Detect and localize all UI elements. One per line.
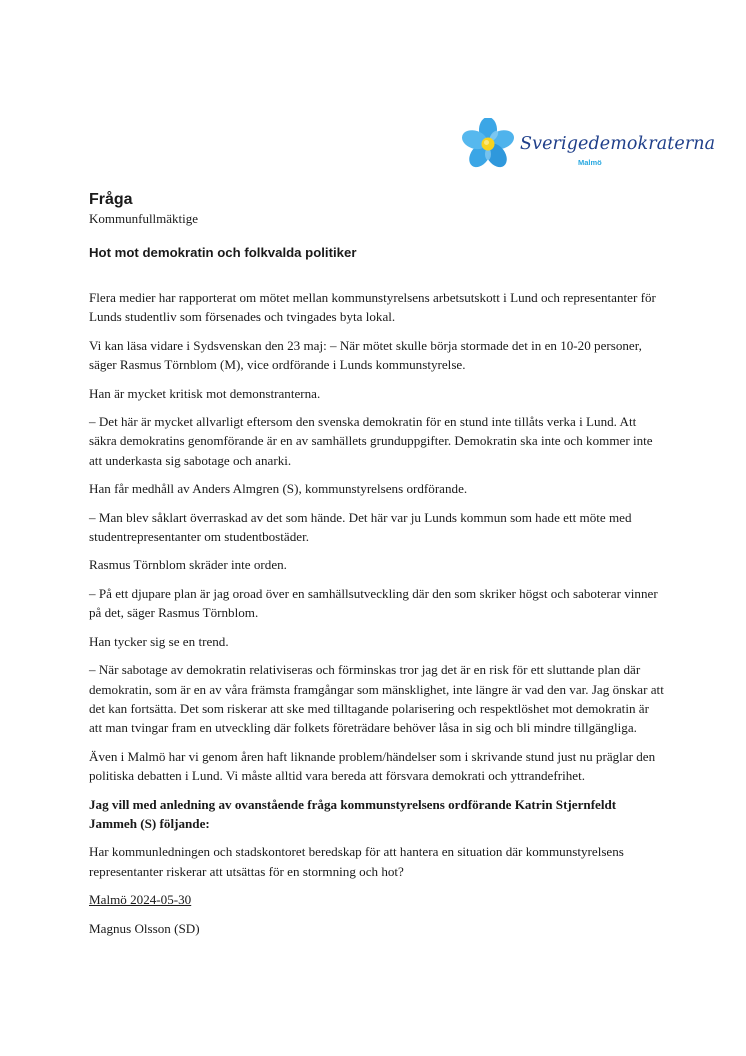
paragraph: – Det här är mycket allvarligt eftersom den svenska demokratin för en stund inte tillåts verka i Lund. Att säkra demokratins genomförande är en av samhällets grunduppgifter. Demokratin ska inte och kommer inte att underkasta sig sabotage och anarki.	[89, 414, 653, 468]
paragraph: Han får medhåll av Anders Almgren (S), kommunstyrelsens ordförande.	[89, 481, 468, 497]
party-logo	[458, 118, 716, 174]
question-intro: Jag vill med anledning av ovanstående fråga kommunstyrelsens ordförande Katrin Stjernfeldt Jammeh (S) följande:	[89, 796, 617, 831]
paragraph: Han tycker sig se en trend.	[89, 633, 229, 649]
logo-wordmark: Sverigedemokraterna	[520, 134, 716, 154]
paragraph: – När sabotage av demokratin relativiseras och förminskas tror jag det är en risk för ett sluttande plan där demokratin, som är en av våra främsta framgångar som mänsklighet, inte längre är vad den var. Jag önskar att det kan fortsätta. Det som riskerar att ske med tilltagande polarisering och respektlöshet mot demokratin är att man tvingar fram en utveckling där folkets företrädare behöver låsa in sig och bli mindre tillgängliga.	[89, 662, 664, 736]
paragraph: Han är mycket kritisk mot demonstranterna.	[89, 385, 321, 401]
paragraph: – Man blev såklart överraskad av det som hände. Det här var ju Lunds kommun som hade ett möte med studentrepresentanter om studentbostäder.	[89, 509, 632, 545]
document-heading: Fråga	[89, 191, 133, 208]
flower-icon	[458, 118, 522, 174]
paragraph: Flera medier har rapporterat om mötet mellan kommunstyrelsens arbetsutskott i Lund och representanter för Lunds studentliv som försenades och tvingades byta lokal.	[89, 290, 656, 325]
signature: Magnus Olsson (SD)	[89, 920, 200, 936]
paragraph: Vi kan läsa vidare i Sydsvenskan den 23 maj: – När mötet skulle börja stormade det in en 10-20 personer, säger Rasmus Törnblom (M), vice ordförande i Lunds kommunstyrelse.	[89, 337, 642, 373]
document-subheading: Kommunfullmäktige	[89, 211, 199, 226]
paragraph: Rasmus Törnblom skräder inte orden.	[89, 557, 287, 573]
document-title: Hot mot demokratin och folkvalda politiker	[89, 245, 357, 260]
paragraph-list	[89, 288, 664, 938]
document-body	[89, 190, 664, 947]
question-text: Har kommunledningen och stadskontoret beredskap för att hantera en situation där kommunstyrelsens representanter riskerar att utsättas för en stormning och hot?	[89, 844, 624, 879]
logo-city: Malmö	[578, 158, 602, 167]
paragraph: Även i Malmö har vi genom åren haft liknande problem/händelser som i skrivande stund just nu präglar den politiska debatten i Lund. Vi måste alltid vara bereda att försvara demokrati och yttrandefrihet.	[89, 748, 656, 784]
date-line: Malmö 2024-05-30	[89, 892, 192, 908]
paragraph: – På ett djupare plan är jag oroad över en samhällsutveckling där den som skriker högst och saboterar vinner på det, säger Rasmus Törnblom.	[89, 585, 658, 621]
